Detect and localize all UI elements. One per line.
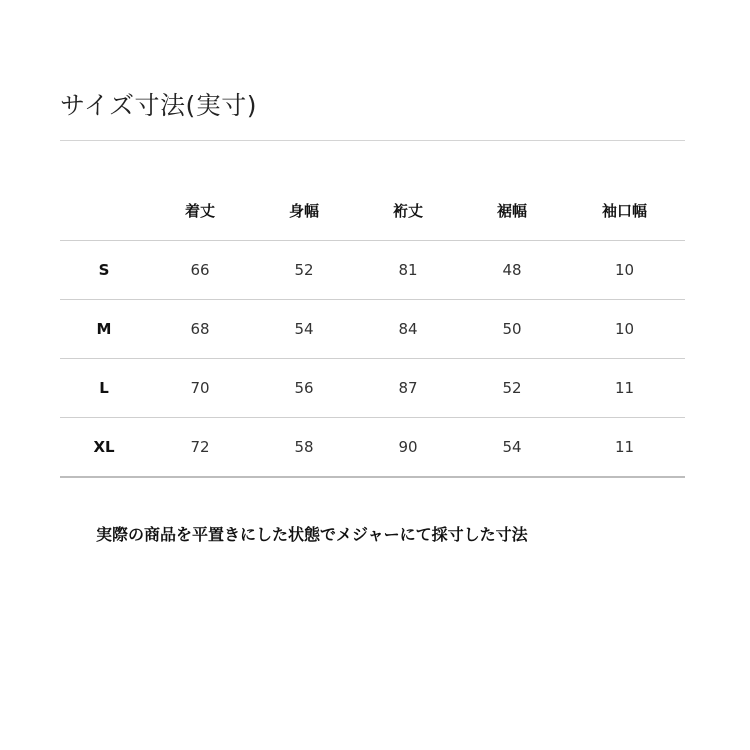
table-cell: 10 <box>614 320 635 338</box>
table-cell: 48 <box>502 261 522 279</box>
table-cell: 52 <box>502 379 522 397</box>
size-label: M <box>96 320 112 338</box>
measurement-note: 実際の商品を平置きにした状態でメジャーにて採寸した寸法 <box>96 525 528 544</box>
header-length: 着丈 <box>184 202 215 220</box>
header-body-width: 身幅 <box>288 202 319 220</box>
table-header-row <box>60 181 685 241</box>
header-cuff-width: 袖口幅 <box>601 202 647 220</box>
table-cell: 10 <box>614 261 635 279</box>
table-cell: 54 <box>502 438 522 456</box>
table-cell: 11 <box>614 438 635 456</box>
size-label: XL <box>93 438 115 456</box>
header-sleeve-length: 裄丈 <box>392 202 423 220</box>
table-cell: 68 <box>190 320 210 338</box>
table-cell: 72 <box>190 438 210 456</box>
table-cell: 54 <box>294 320 314 338</box>
table-cell: 90 <box>398 438 418 456</box>
table-row <box>60 359 685 418</box>
size-label: L <box>99 379 109 397</box>
table-cell: 11 <box>614 379 635 397</box>
table-cell: 52 <box>294 261 314 279</box>
size-table <box>60 181 685 478</box>
table-cell: 56 <box>294 379 314 397</box>
table-cell: 58 <box>294 438 314 456</box>
table-row <box>60 241 685 300</box>
table-cell: 87 <box>398 379 418 397</box>
table-cell: 70 <box>190 379 210 397</box>
table-cell: 84 <box>398 320 418 338</box>
size-label: S <box>98 261 110 279</box>
header-hem-width: 裾幅 <box>496 202 527 220</box>
page-title: サイズ寸法(実寸) <box>60 91 258 120</box>
table-cell: 81 <box>398 261 418 279</box>
title-divider <box>60 140 685 141</box>
table-row <box>60 300 685 359</box>
table-cell: 66 <box>190 261 210 279</box>
table-cell: 50 <box>502 320 522 338</box>
table-row <box>60 418 685 478</box>
